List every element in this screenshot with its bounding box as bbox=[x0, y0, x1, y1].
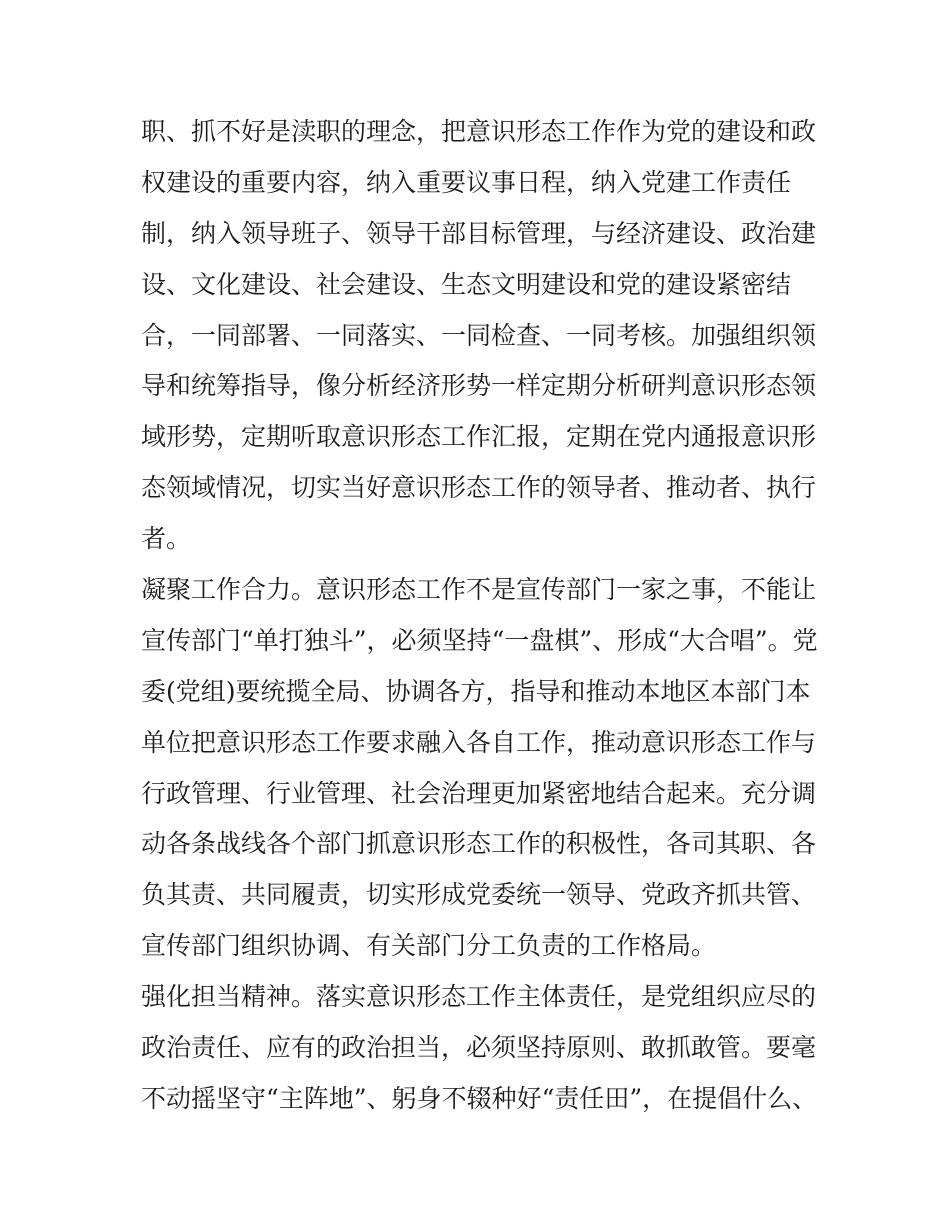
text-line: 合，一同部署、一同落实、一同检查、一同考核。加强组织领 bbox=[141, 320, 817, 350]
text-line: 者。 bbox=[141, 524, 192, 554]
paragraph-heading-line: 强化担当精神。落实意识形态工作主体责任，是党组织应尽的 bbox=[141, 982, 817, 1012]
text-line: 不动摇坚守“主阵地”、躬身不辍种好“责任田”，在提倡什么、 bbox=[141, 1083, 818, 1113]
text-line: 职、抓不好是渎职的理念，把意识形态工作作为党的建设和政 bbox=[141, 117, 817, 146]
text-line: 委(党组)要统揽全局、协调各方，指导和推动本地区本部门本 bbox=[141, 676, 811, 706]
text-line: 政治责任、应有的政治担当，必须坚持原则、敢抓敢管。要毫 bbox=[141, 1033, 817, 1063]
text-line: 宣传部门“单打独斗”，必须坚持“一盘棋”、形成“大合唱”。党 bbox=[141, 625, 818, 655]
text-line: 负其责、共同履责，切实形成党委统一领导、党政齐抓共管、 bbox=[141, 880, 817, 910]
text-line: 导和统筹指导，像分析经济形势一样定期分析研判意识形态领 bbox=[141, 371, 817, 401]
paragraph-heading-line: 凝聚工作合力。意识形态工作不是宣传部门一家之事，不能让 bbox=[141, 575, 817, 605]
text-line: 动各条战线各个部门抓意识形态工作的积极性，各司其职、各 bbox=[141, 829, 817, 859]
text-line: 单位把意识形态工作要求融入各自工作，推动意识形态工作与 bbox=[141, 727, 817, 757]
text-line: 制，纳入领导班子、领导干部目标管理，与经济建设、政治建 bbox=[141, 218, 817, 248]
text-line: 行政管理、行业管理、社会治理更加紧密地结合起来。充分调 bbox=[141, 778, 817, 808]
text-line: 域形势，定期听取意识形态工作汇报，定期在党内通报意识形 bbox=[141, 422, 817, 452]
text-line: 设、文化建设、社会建设、生态文明建设和党的建设紧密结 bbox=[141, 269, 792, 299]
text-line: 态领域情况，切实当好意识形态工作的领导者、推动者、执行 bbox=[141, 473, 817, 503]
text-line: 权建设的重要内容，纳入重要议事日程，纳入党建工作责任 bbox=[141, 167, 792, 197]
body-text bbox=[141, 107, 821, 1125]
text-line: 宣传部门组织协调、有关部门分工负责的工作格局。 bbox=[141, 931, 717, 961]
